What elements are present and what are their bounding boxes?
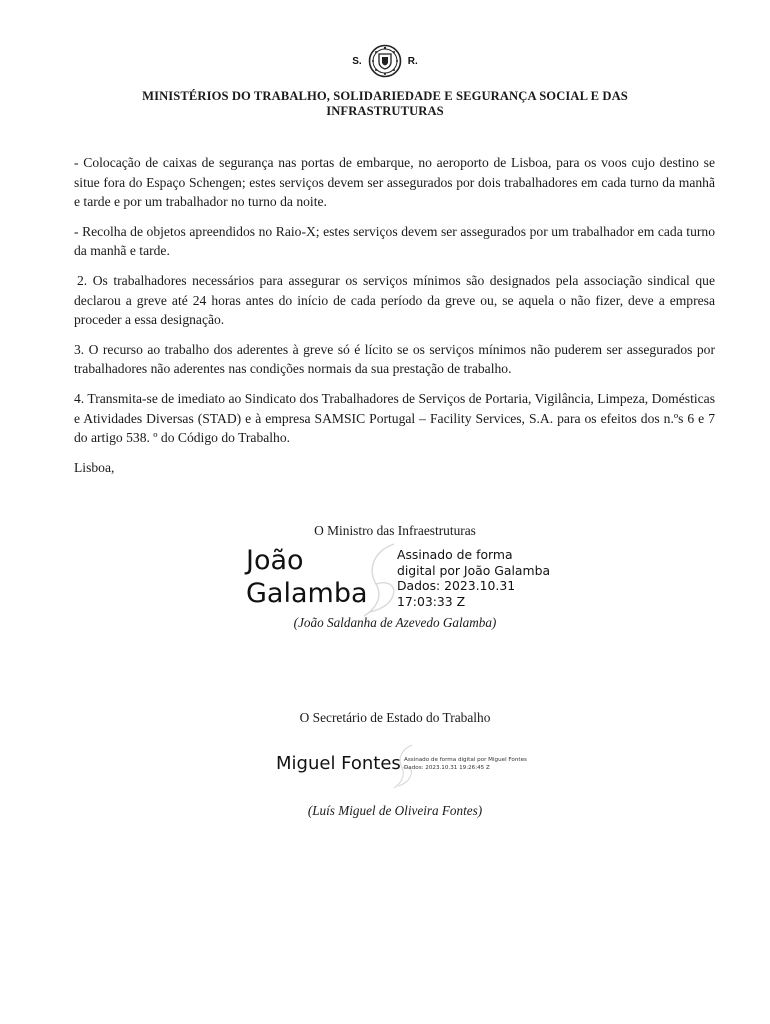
signature-detail-line: Dados: 2023.10.31 19:26:45 Z: [404, 764, 490, 771]
digital-signature-1: [246, 544, 566, 619]
signature-detail-line: Assinado de forma digital por Miguel Fontes: [404, 757, 527, 763]
signature1-role: O Ministro das Infraestruturas: [314, 523, 476, 538]
paragraph-security-boxes: - Colocação de caixas de segurança nas portas de embarque, no aeroporto de Lisboa, para os voos cujo destino se situe fora do Espaço Schengen; estes serviços devem ser assegurados por dois trabalhadores em cada turno da manhã e tarde e por um trabalhador no turno da noite.: [74, 155, 715, 210]
signer-first-name: João: [246, 545, 304, 576]
signature-detail-line: 17:03:33 Z: [397, 593, 466, 609]
signature2-role: O Secretário de Estado do Trabalho: [299, 710, 491, 725]
ministries-heading: [90, 89, 680, 119]
digital-signer-name: Miguel Fontes: [276, 753, 401, 774]
signature-detail-line: Assinado de forma: [397, 547, 513, 562]
signature1-full-name: (João Saldanha de Azevedo Galamba): [293, 615, 497, 630]
paragraph-strikers-work: 3. O recurso ao trabalho dos aderentes à greve só é lícito se os serviços mínimos não puderem ser assegurados por trabalhadores não aderentes nas condições normais da sua prestação de trabalho.: [74, 341, 715, 377]
signature-detail-line: digital por João Galamba: [397, 562, 551, 578]
crest-left-letter: S.: [352, 55, 362, 67]
paragraph-xray-collection: - Recolha de objetos apreendidos no Raio-X; estes serviços devem ser assegurados por um trabalhador em cada turno da manhã e tarde.: [74, 223, 715, 259]
paragraph-designation: 2. Os trabalhadores necessários para assegurar os serviços mínimos são designados pela associação sindical que declarou a greve até 24 horas antes do início de cada período da greve ou, se aquela o não fizer, deve a empresa proceder a essa designação.: [74, 272, 715, 328]
crest-right-letter: R.: [407, 55, 418, 67]
paragraph-transmission: 4. Transmita-se de imediato ao Sindicato dos Trabalhadores de Serviços de Portaria, Vigilância, Limpeza, Domésticas e Atividades Diversas (STAD) e à empresa SAMSIC Portugal – Facility Services, S.A. para os efeitos dos n.ºs 6 e 7 do artigo 538. º do Código do Trabalho.: [74, 390, 715, 446]
digital-signer-name: [246, 544, 368, 610]
heading-line-2: INFRASTRUTURAS: [326, 104, 444, 118]
signature-details: [397, 547, 550, 609]
signature-detail-line: Dados: 2023.10.31: [397, 578, 516, 593]
heading-line-1: MINISTÉRIOS DO TRABALHO, SOLIDARIEDADE E SEGURANÇA SOCIAL E DAS: [142, 89, 628, 103]
place-line: Lisboa,: [74, 459, 115, 475]
crest-header: [0, 44, 770, 78]
coat-of-arms-icon: [368, 44, 402, 78]
digital-signature-2: [276, 750, 546, 784]
signature-details: [404, 757, 527, 772]
signature2-full-name: (Luís Miguel de Oliveira Fontes): [307, 803, 483, 818]
signer-last-name: Galamba: [246, 578, 368, 609]
document-body: [74, 153, 715, 487]
